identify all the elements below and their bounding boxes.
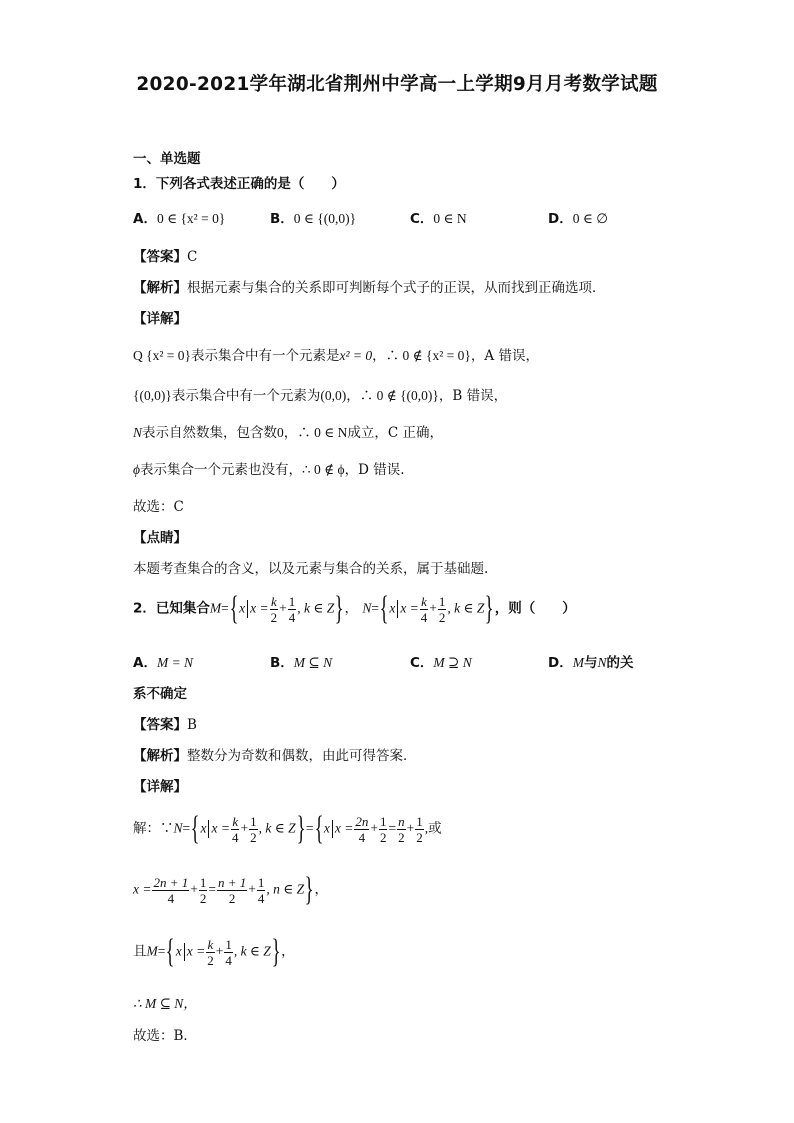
q1-conclusion: 故选：C — [133, 499, 184, 515]
q2-option-b: B．M ⊆ N — [270, 655, 333, 671]
q2-analysis: 【解析】整数分为奇数和偶数，由此可得答案． — [133, 748, 417, 764]
q2-conclusion: 故选：B． — [133, 1028, 197, 1044]
q1-option-a: A．0 ∈ {x² = 0} — [133, 211, 226, 227]
q1-detail-line-4: ϕ表示集合一个元素也没有，∴ 0 ∉ ϕ，D 错误. — [133, 462, 405, 478]
page-title: 2020-2021学年湖北省荆州中学高一上学期9月月考数学试题 — [136, 74, 658, 95]
q2-detail-heading: 【详解】 — [133, 779, 187, 795]
q2-option-d-continued: 系不确定 — [133, 686, 187, 702]
q1-analysis: 【解析】根据元素与集合的关系即可判断每个式子的正误，从而找到正确选项． — [133, 280, 606, 296]
section-heading: 一、单选题 — [133, 151, 201, 167]
q1-detail-line-1: Q {x² = 0}表示集合中有一个元素是x² = 0，∴ 0 ∉ {x² = 0}，A 错误， — [133, 348, 539, 364]
q2-option-c: C．M ⊇ N — [410, 655, 472, 671]
q1-comment-heading: 【点睛】 — [133, 530, 187, 546]
q2-solution-line-4: ∴ M ⊆ N， — [133, 996, 197, 1011]
q1-detail-heading: 【详解】 — [133, 311, 187, 327]
q2-solution-line-2: x = $\frac{2n + 1}{4}$ + $\frac{1}{2}$ = $\frac{n + 1}{2}$ + $\frac{1}{4}$ , n ∈ Z}， — [133, 871, 329, 908]
q2-solution-line-1: 解：∵N={x x = $\frac{k}{4}$ + $\frac{1}{2}$ , k ∈ Z}={x x = $\frac{2n}{4}$ + $\frac{1}{2}$ = $\frac{n}{2}$ + $\frac{1}{2}$ ,或 — [133, 810, 442, 847]
q1-detail-line-2: {(0,0)}表示集合中有一个元素为(0,0)，∴ 0 ∉ {(0,0)}，B 错误， — [133, 388, 508, 404]
q2-option-a: A．M = N — [133, 655, 194, 671]
q2-stem: 2．已知集合M={x x = $\frac{k}{2}$ + $\frac{1}{4}$ , k ∈ Z}， N={x x = $\frac{k}{4}$ + $\frac{1}{2}$ , k ∈ Z}，则（ ） — [133, 590, 576, 627]
q2-answer: 【答案】B — [133, 717, 197, 733]
q1-option-d: D．0 ∈ ∅ — [548, 211, 608, 227]
q1-detail-line-3: N表示自然数集，包含数0，∴ 0 ∈ N成立，C 正确， — [133, 425, 444, 441]
q1-answer: 【答案】C — [133, 249, 198, 265]
q1-comment: 本题考查集合的含义，以及元素与集合的关系，属于基础题. — [133, 561, 489, 577]
q1-stem: 1．下列各式表述正确的是（ ） — [133, 176, 345, 192]
q2-option-d: D．M与N的关 — [548, 655, 634, 671]
q1-option-b: B．0 ∈ {(0,0)} — [270, 211, 357, 227]
q2-solution-line-3: 且M={x x = $\frac{k}{2}$ + $\frac{1}{4}$ , k ∈ Z}， — [133, 933, 295, 970]
q1-option-c: C．0 ∈ N — [410, 211, 467, 227]
